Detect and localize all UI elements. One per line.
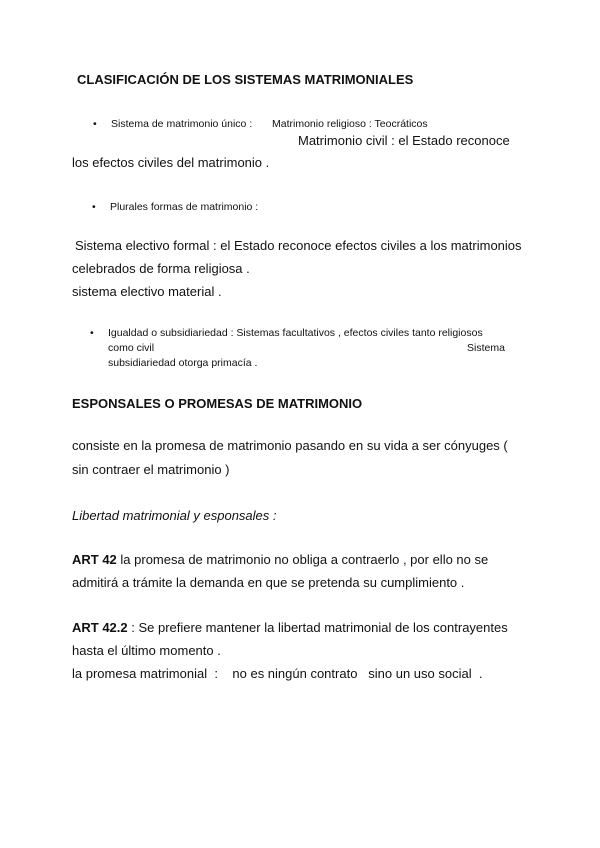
bullet-igualdad-line3: subsidiariedad otorga primacía .: [108, 357, 258, 369]
matrimonio-civil-continuation: los efectos civiles del matrimonio .: [72, 155, 270, 170]
section-title-clasificacion: CLASIFICACIÓN DE LOS SISTEMAS MATRIMONIALES: [77, 72, 414, 87]
bullet-plurales-formas: • Plurales formas de matrimonio :: [110, 201, 258, 213]
art42-text: la promesa de matrimonio no obliga a contraerlo , por ello no se: [116, 552, 489, 567]
art42-ref: ART 42: [72, 552, 117, 567]
art422-line1: [72, 620, 508, 635]
bullet-igualdad-line2-right: Sistema: [467, 342, 505, 354]
sistema-electivo-formal-line2: celebrados de forma religiosa .: [72, 261, 250, 276]
art422-line2: hasta el último momento .: [72, 643, 221, 658]
art422-text: : Se prefiere mantener la libertad matrimonial de los contrayentes: [127, 620, 508, 635]
art422-ref: ART 42.2: [72, 620, 128, 635]
sistema-electivo-formal-line1: Sistema electivo formal : el Estado reconoce efectos civiles a los matrimonios: [75, 238, 522, 253]
definition-line2: sin contraer el matrimonio ): [72, 462, 230, 477]
bullet-igualdad-line1: • Igualdad o subsidiariedad : Sistemas facultativos , efectos civiles tanto religiosos: [108, 327, 483, 339]
art42-line1: [72, 552, 488, 567]
sistema-electivo-material: sistema electivo material .: [72, 284, 222, 299]
section-title-esponsales: ESPONSALES O PROMESAS DE MATRIMONIO: [72, 396, 363, 411]
art422-line3: la promesa matrimonial : no es ningún contrato sino un uso social .: [72, 666, 483, 681]
bullet-igualdad-line2-left: como civil: [108, 342, 155, 354]
matrimonio-religioso-text: Matrimonio religioso : Teocráticos: [272, 118, 428, 130]
art42-line2: admitirá a trámite la demanda en que se pretenda su cumplimiento .: [72, 575, 465, 590]
definition-line1: consiste en la promesa de matrimonio pasando en su vida a ser cónyuges (: [72, 438, 508, 453]
matrimonio-civil-text: Matrimonio civil : el Estado reconoce: [298, 133, 510, 148]
bullet-sistema-unico-label: • Sistema de matrimonio único :: [111, 118, 252, 130]
subtitle-libertad: Libertad matrimonial y esponsales :: [72, 508, 277, 523]
